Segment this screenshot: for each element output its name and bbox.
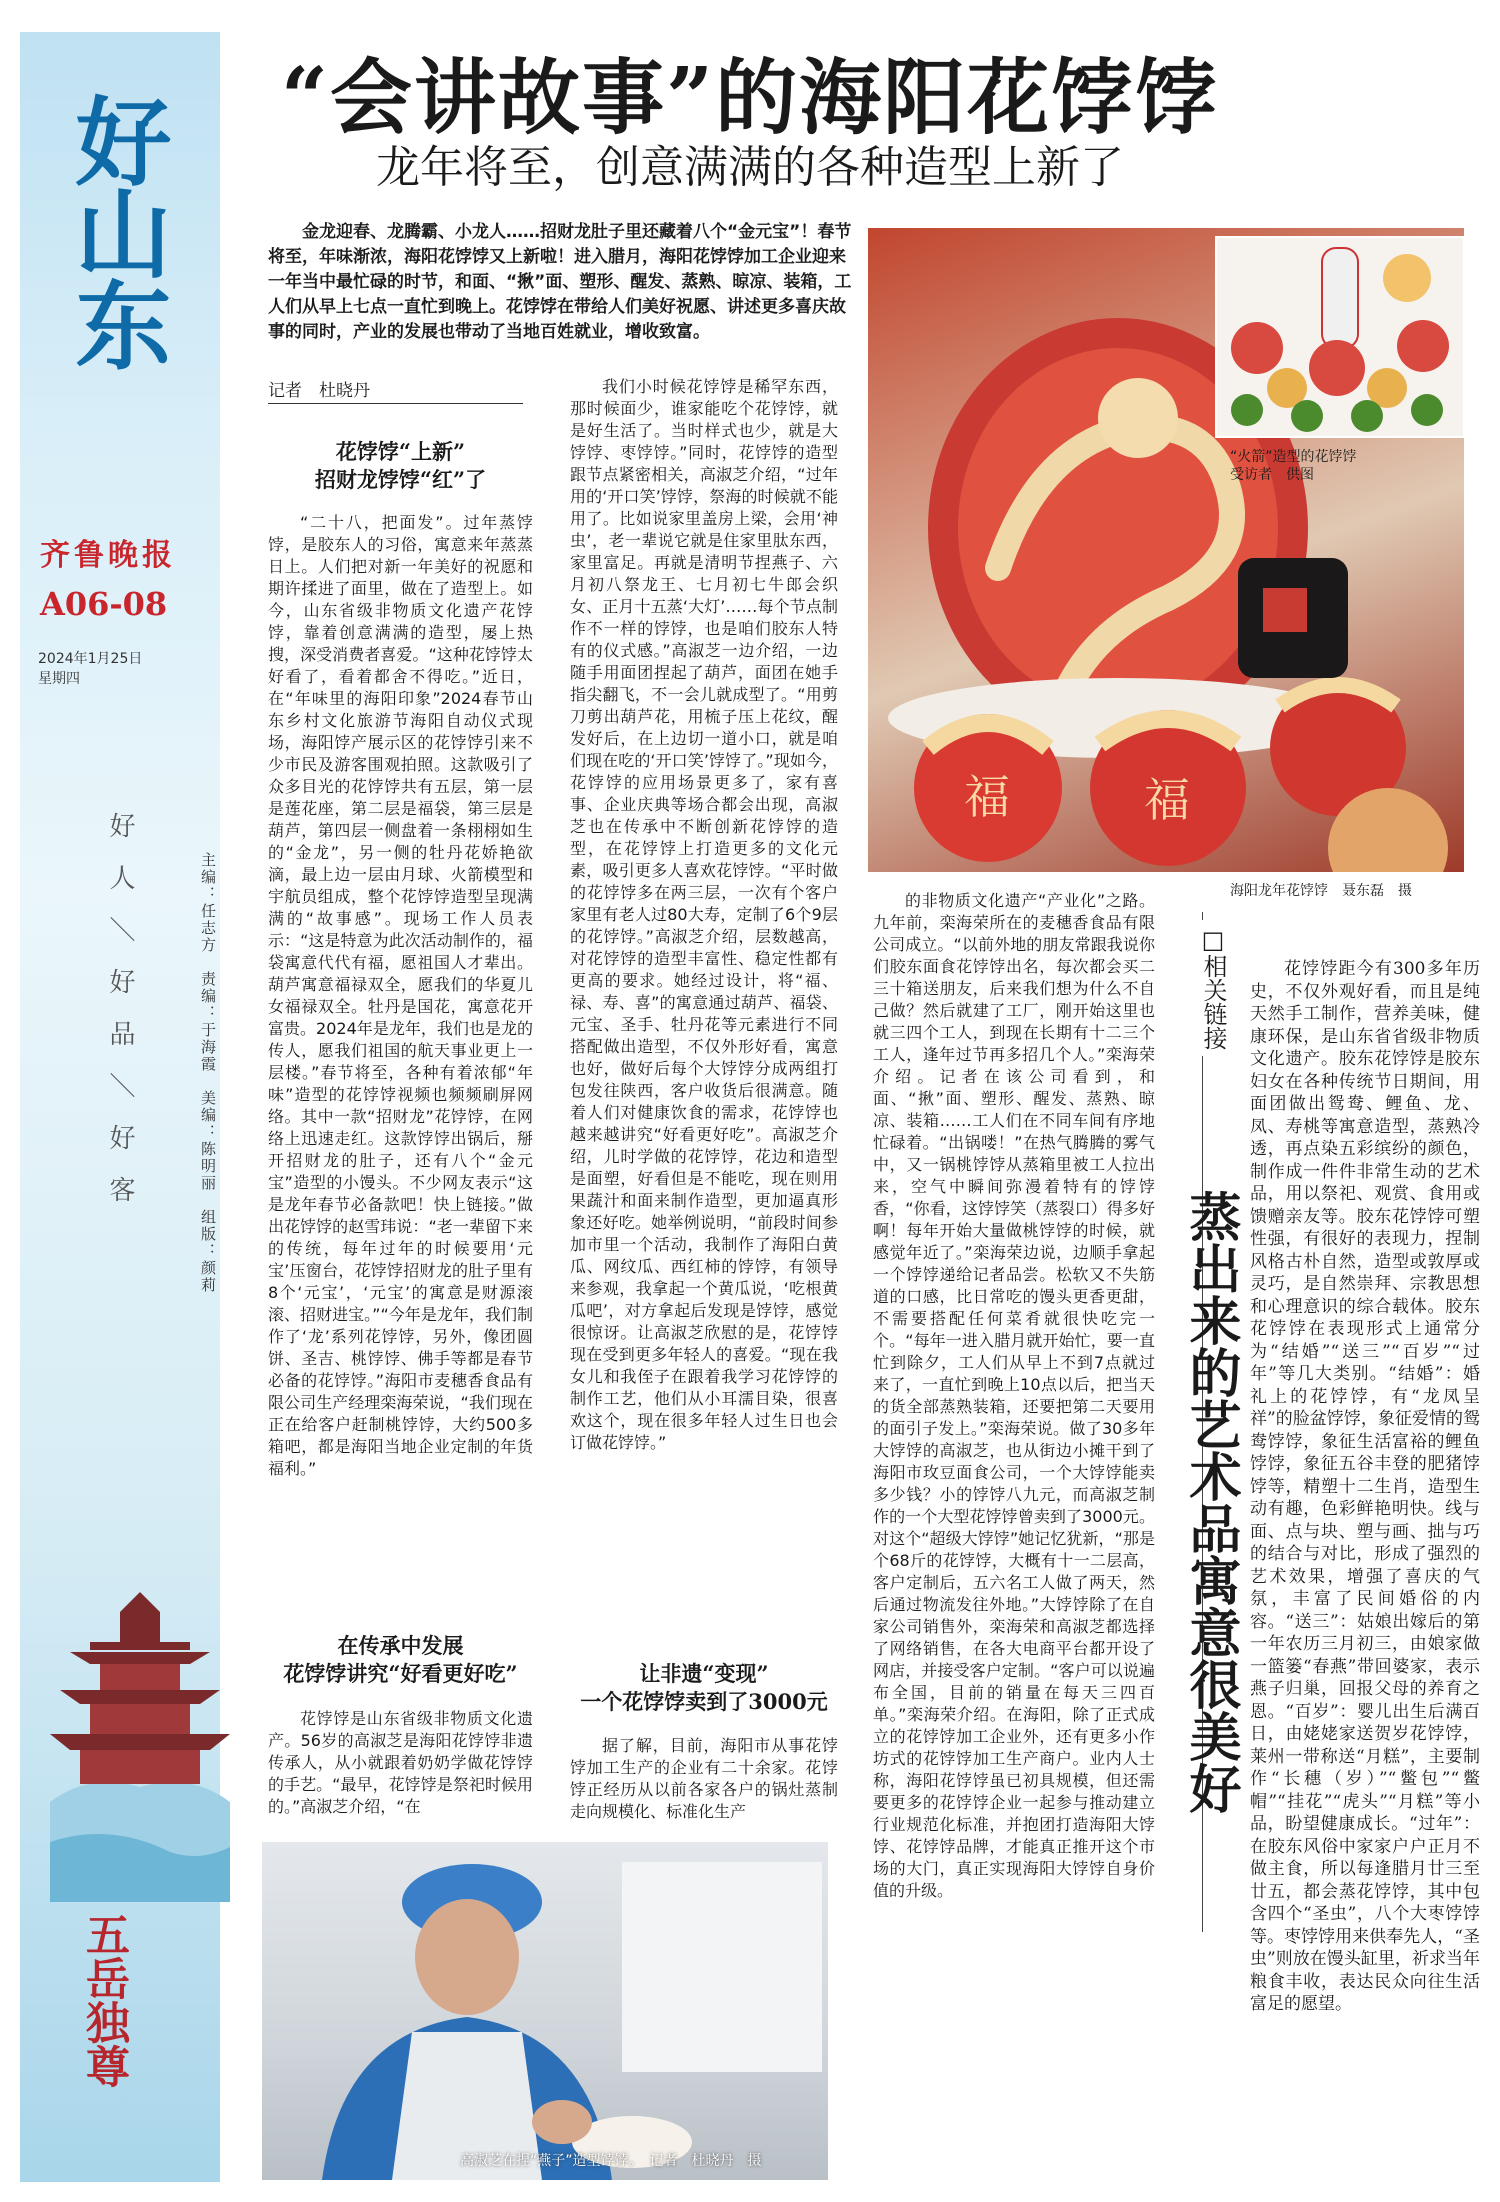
- page-number: A06-08: [40, 585, 168, 623]
- svg-text:福: 福: [1144, 773, 1190, 827]
- column-1-body: [268, 512, 533, 1622]
- related-article-text: 花饽饽距今有300多年历史，不仅外观好看，而且是纯天然手工制作，营养美味，健康环保，是山东省省级非物质文化遗产。胶东花饽饽是胶东妇女在各种传统节日期间，用面团做出鸳鸯、鲤鱼、龙、凤、寿桃等寓意造型，蒸熟冷透，再点染五彩缤纷的颜色，制作成一件件非常生动的艺术品，用以祭祀、观赏、食用或馈赠亲友等。胶东花饽饽可塑性强，有很好的表现力，捏制风格古朴自然，造型或敦厚或灵巧，是自然崇拜、宗教思想和心理意识的综合载体。胶东花饽饽在表现形式上通常分为“结婚”“送三”“百岁”“过年”等几大类别。“结婚”：婚礼上的花饽饽，有“龙凤呈祥”的脸盆饽饽，象征爱情的鸳鸯饽饽，象征生活富裕的鲤鱼饽饽，象征五谷丰登的肥猪饽饽等，精塑十二生肖，造型生动有趣，色彩鲜艳明快。线与面、点与块、塑与画、拙与巧的结合与对比，形成了强烈的艺术效果，增强了喜庆的气氛，丰富了民间婚俗的内容。“送三”：姑娘出嫁后的第一年农历三月初三，由娘家做一篮篓“春燕”带回婆家，表示燕子归巢，回报父母的养育之恩。“百岁”：婴儿出生后满百日，由姥姥家送贺岁花饽饽，莱州一带称送“月糕”，主要制作“长穗（岁）”“鳖包”“鳖帽”“挂花”“虎头”“月糕”等小品，盼望健康成长。“过年”：在胶东风俗中家家户户正月不做主食，所以每逢腊月廿三至廿五，都会蒸花饽饽，其中包含四个“圣虫”，八个大枣饽饽等。枣饽饽用来供奉先人，“圣虫”则放在馒头缸里，祈求当年粮食丰收，表达民众向往生活富足的愿望。: [1250, 959, 1480, 2014]
- channel-nav: 好人＼好品＼好客: [105, 812, 135, 1228]
- column-1-text: “二十八，把面发”。过年蒸饽饽，是胶东人的习俗，寓意来年蒸蒸日上。人们把对新一年美好的祝愿和期许揉进了面里，做在了造型上。如今，山东省级非物质文化遗产花饽饽，靠着创意满满的造型，屡上热搜，深受消费者喜爱。“这种花饽饽太好看了，看着都舍不得吃。”近日，在“年味里的海阳印象”2024春节山东乡村文化旅游节海阳自动仪式现场，海阳饽产展示区的花饽饽引来不少市民及游客围观拍照。这款吸引了众多目光的花饽饽共有五层，第一层是莲花座，第二层是福袋，第三层是葫芦，第四层一侧盘着一条栩栩如生的“金龙”，另一侧的牡丹花娇艳欲滴，最上边一层由月球、火箭模型和宇航员组成，整个花饽饽造型呈现满满的“故事感”。现场工作人员表示：“这是特意为此次活动制作的，福袋寓意代代有福，愿祖国人才辈出。葫芦寓意福禄双全，愿我们的华夏儿女福禄双全。牡丹是国花，寓意花开富贵。2024年是龙年，我们也是龙的传人，愿我们祖国的航天事业更上一层楼。”春节将至，各种有着浓郁“年味”造型的花饽饽视频也频频刷屏网络。其中一款“招财龙”花饽饽，在网络上迅速走红。这款饽饽出锅后，掰开招财龙的肚子，还有八个“金元宝”造型的小馒头。不少网友表示“这是龙年春节必备款吧！快上链接。”做出花饽饽的赵雪玮说：“老一辈留下来的传统，每年过年的时候要用‘元宝’压窗台，花饽饽招财龙的肚子里有8个‘元宝’，‘元宝’的寓意是财源滚滚、招财进宝。”“今年是龙年，我们制作了‘龙’系列花饽饽，另外，像团圆饼、圣吉、桃饽饽、佛手等都是春节必备的花饽饽。”海阳市麦穗香食品有限公司生产经理栾海荣说，“我们现在正在给客户赶制桃饽饽，大约500多箱吧，都是海阳当地企业定制的年货福利。”: [268, 513, 533, 1478]
- column-3-text: 的非物质文化遗产“产业化”之路。九年前，栾海荣所在的麦穗香食品有限公司成立。“以前外地的朋友常跟我说你们胶东面食花饽饽出名，每次都会买二三十箱送朋友，后来我们想为什么不自己做？然后就建了工厂，刚开始这里也就三四个工人，到现在长期有十二三个工人，逢年过节再多招几个人。”栾海荣介绍。记者在该公司看到，和面、“揪”面、塑形、醒发、蒸熟、晾凉、装箱……工人们在不同车间有序地忙碌着。“出锅喽！”在热气腾腾的雾气中，又一锅桃饽饽从蒸箱里被工人拉出来，空气中瞬间弥漫着特有的饽饽香，“你看，这饽饽笑（蒸裂口）得多好啊！每年开始大量做桃饽饽的时候，就感觉年近了。”栾海荣边说，边顺手拿起一个饽饽递给记者品尝。松软又不失筋道的口感，比日常吃的馒头更香更甜，不需要搭配任何菜肴就很快吃完一个。“每年一进入腊月就开始忙，要一直忙到除夕，工人们从早上不到7点就过来了，一直忙到晚上10点以后，把当天的货全部蒸熟装箱，还要把第二天要用的面引子发上。”栾海荣说。做了30多年大饽饽的高淑芝，也从街边小摊干到了海阳市玫豆面食公司，一个大饽饽能卖多少钱？小的饽饽八九元，而高淑芝制作的一个大型花饽饽曾卖到了3000元。对这个“超级大饽饽”她记忆犹新，“那是个68斤的花饽饽，大概有十一二层高，客户定制后，五六名工人做了两天，然后通过物流发往外地。”大饽饽除了在自家公司销售外，栾海荣和高淑芝都选择了网络销售，在各大电商平台都开设了网店，并接受客户定制。“客户可以说遍布全国，目前的销量在每天三四百单。”栾海荣介绍。在海阳，除了正式成立的花饽饽加工企业外，还有更多小作坊式的花饽饽加工生产商户。业内人士称，海阳花饽饽虽已初具规模，但还需要更多的花饽饽企业一起参与推动建立行业规范化标准，并抱团打造海阳大饽饽、花饽饽品牌，才能真正推开这个市场的大门，真正实现海阳大饽饽自身价值的升级。: [873, 891, 1155, 1900]
- subheadline: 龙年将至，创意满满的各种造型上新了: [376, 142, 1124, 193]
- column-1b-body: [268, 1708, 533, 1848]
- byline: 记者 杜晓丹: [268, 376, 523, 404]
- section-title-1: 花饽饽“上新” 招财龙饽饽“红”了: [314, 439, 487, 492]
- artisan-caption: 高淑芝在捏“燕子”造型饽饽。 记者 杜晓丹 摄: [460, 2153, 762, 2169]
- section-title-3: 让非遗“变现” 一个花饽饽卖到了3000元: [580, 1661, 828, 1714]
- related-article-body: [1250, 958, 1480, 2183]
- column-2-text: 我们小时候花饽饽是稀罕东西，那时候面少，谁家能吃个花饽饽，就是好生活了。当时样式也少，就是大饽饽、枣饽饽。”同时，花饽饽的造型跟节点紧密相关，高淑芝介绍，“过年用的‘开口笑’饽饽，祭海的时候就不能用了。比如说家里盖房上梁，会用‘神虫’，老一辈说它就是住家里肽东西，家里富足。再就是清明节捏燕子、六月初八祭龙王、七月初七牛郎会织女、正月十五蒸‘大灯’……每个节点制作不一样的饽饽，也是咱们胶东人特有的仪式感。”高淑芝一边介绍，一边随手用面团捏起了葫芦，面团在她手指尖翻飞，不一会儿就成型了。“用剪刀剪出葫芦花，用梳子压上花纹，醒发好后，在上边切一道小口，就是咱们现在吃的‘开口笑’饽饽了。”现如今，花饽饽的应用场景更多了，家有喜事、企业庆典等场合都会出现，高淑芝也在传承中不断创新花饽饽的造型，在花饽饽上打造更多的文化元素，吸引更多人喜欢花饽饽。“平时做的花饽饽多在两三层，一次有个客户家里有老人过80大寿，定制了6个9层的花饽饽。”高淑芝介绍，层数越高，对花饽饽的造型丰富性、稳定性都有更高的要求。她经过设计，将“福、禄、寿、喜”的寓意通过葫芦、福袋、元宝、圣手、牡丹花等元素进行不同搭配做出造型，不仅外形好看，寓意也好，做好后每个大饽饽分成两组打包发往陕西，客户收货后很满意。随着人们对健康饮食的需求，花饽饽也越来越讲究“好看更好吃”。高淑芝介绍，儿时学做的花饽饽，花边和造型是面塑，好看但是不能吃，现在则用果蔬汁和面来制作造型，更加逼真形象还好吃。她举例说明，“前段时间参加市里一个活动，我制作了海阳白黄瓜、网纹瓜、西红柿的饽饽，有领导来参观，我拿起一个黄瓜说，‘吃根黄瓜吧’，对方拿起后发现是饽饽，感觉很惊讶。让高淑芝欣慰的是，花饽饽现在受到更多年轻人的喜爱。“现在我女儿和我侄子在跟着我学习花饽饽的制作工艺，他们从小耳濡目染，很喜欢这个，现在很多年轻人过生日也会订做花饽饽。”: [570, 377, 838, 1452]
- column-1b-text: 花饽饽是山东省级非物质文化遗产。56岁的高淑芝是海阳花饽饽非遗传承人，从小就跟着奶奶学做花饽饽的手艺。“最早，花饽饽是祭祀时候用的。”高淑芝介绍，“在: [268, 1709, 533, 1816]
- newspaper-name: 齐鲁晚报: [40, 538, 176, 573]
- svg-text:福: 福: [964, 770, 1010, 824]
- rocket-bun-caption: “火箭”造型的花饽饽 受访者 供图: [1230, 449, 1357, 483]
- column-3-body: [873, 890, 1155, 2180]
- masthead-title: 好山东: [60, 92, 172, 368]
- issue-date: 2024年1月25日: [38, 651, 143, 667]
- section-title-2: 在传承中发展 花饽饽讲究“好看更好吃”: [283, 1633, 518, 1686]
- column-2-body: [570, 376, 838, 1626]
- column-2b-body: [570, 1735, 838, 1845]
- editor-credits: 主编：任志方 责编：于海霞 美编：陈明丽 组版：颜莉: [199, 852, 217, 1294]
- related-link-label: □相关链接: [1196, 920, 1231, 1056]
- lead-paragraph: 金龙迎春、龙腾霸、小龙人……招财龙肚子里还藏着八个“金元宝”！春节将至，年味渐浓，海阳花饽饽又上新啦！进入腊月，海阳花饽饽加工企业迎来一年当中最忙碌的时节，和面、“揪”面、塑形、醒发、蒸熟、晾凉、装箱，工人们从早上七点一直忙到晚上。花饽饽在带给人们美好祝愿、讲述更多喜庆故事的同时，产业的发展也带动了当地百姓就业，增收致富。: [268, 222, 852, 342]
- rocket-bun-photo: [1215, 236, 1465, 438]
- column-2b-text: 据了解，目前，海阳市从事花饽饽加工生产的企业有二十余家。花饽饽正经历从以前各家各户的锅灶蒸制走向规模化、标准化生产: [570, 1736, 838, 1821]
- dragon-bun-caption: 海阳龙年花饽饽 聂东磊 摄: [1230, 883, 1412, 899]
- issue-weekday: 星期四: [38, 671, 80, 687]
- related-article-title: 蒸出来的艺术品寓意很美好: [1180, 1190, 1241, 1814]
- pagoda-illustration: [50, 1572, 230, 1902]
- calligraphy-seal: 五岳独尊: [78, 1912, 129, 2088]
- artisan-photo: [262, 1842, 828, 2180]
- masthead-band: [20, 32, 220, 2182]
- headline: “会讲故事”的海阳花饽饽: [280, 50, 1220, 146]
